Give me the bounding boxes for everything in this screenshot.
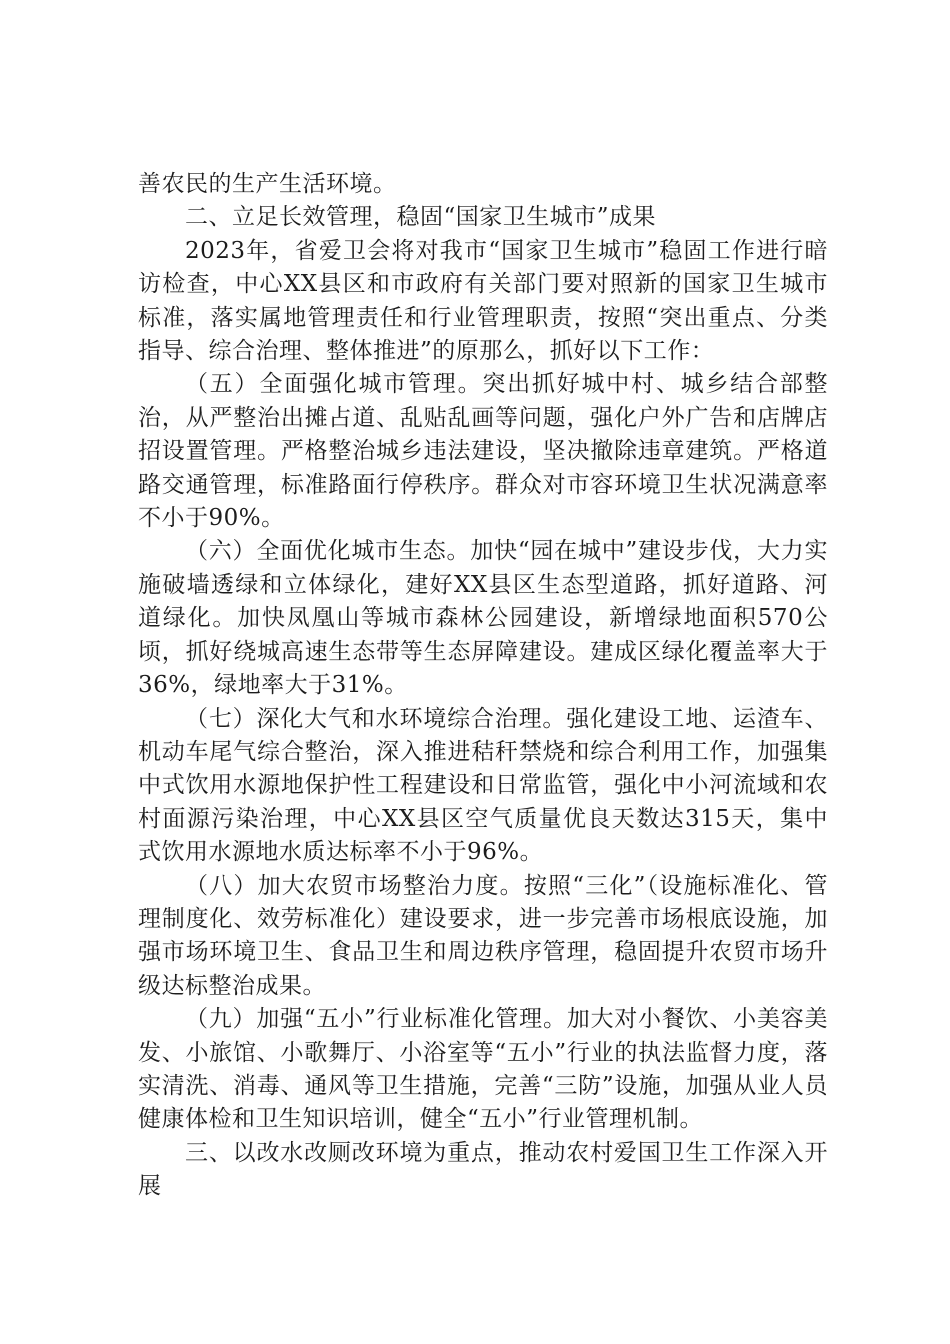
document-body: [138, 168, 828, 1204]
section-heading-2: 二、立足长效管理，稳固“国家卫生城市”成果: [185, 204, 657, 231]
paragraph-intro-2023: 2023年，省爱卫会将对我市“国家卫生城市”稳固工作进行暗访检查，中心XX县区和市政府有关部门要对照新的国家卫生城市标准，落实属地管理责任和行业管理职责，按照“突出重点、分类指导、综合治理、整体推进”的原那么，抓好以下工作：: [138, 237, 828, 365]
paragraph-item-5: （五）全面强化城市管理。突出抓好城中村、城乡结合部整治，从严整治出摊占道、乱贴乱画等问题，强化户外广告和店牌店招设置管理。严格整治城乡违法建设，坚决撤除违章建筑。严格道路交通管理，标准路面行停秩序。群众对市容环境卫生状况满意率不小于90%。: [138, 371, 828, 532]
section-heading-3: 三、以改水改厕改环境为重点，推动农村爱国卫生工作深入开展: [138, 1139, 828, 1200]
paragraph-item-9: （九）加强“五小”行业标准化管理。加大对小餐饮、小美容美发、小旅馆、小歌舞厅、小浴室等“五小”行业的执法监督力度，落实清洗、消毒、通风等卫生措施，完善“三防”设施，加强从业人员健康体检和卫生知识培训，健全“五小”行业管理机制。: [138, 1006, 828, 1133]
paragraph-item-8: （八）加大农贸市场整治力度。按照“三化”（设施标准化、管理制度化、效劳标准化）建设要求，进一步完善市场根底设施，加强市场环境卫生、食品卫生和周边秩序管理，稳固提升农贸市场升级达标整治成果。: [138, 872, 828, 999]
paragraph-continuation: 善农民的生产生活环境。: [138, 171, 397, 197]
paragraph-item-6: （六）全面优化城市生态。加快“园在城中”建设步伐，大力实施破墙透绿和立体绿化，建好XX县区生态型道路，抓好道路、河道绿化。加快凤凰山等城市森林公园建设，新增绿地面积570公顷，抓好绕城高速生态带等生态屏障建设。建成区绿化覆盖率大于36%，绿地率大于31%。: [138, 538, 828, 699]
paragraph-item-7: （七）深化大气和水环境综合治理。强化建设工地、运渣车、机动车尾气综合整治，深入推进秸秆禁烧和综合利用工作，加强集中式饮用水源地保护性工程建设和日常监管，强化中小河流域和农村面源污染治理，中心XX县区空气质量优良天数达315天，集中式饮用水源地水质达标率不小于96%。: [138, 705, 828, 866]
